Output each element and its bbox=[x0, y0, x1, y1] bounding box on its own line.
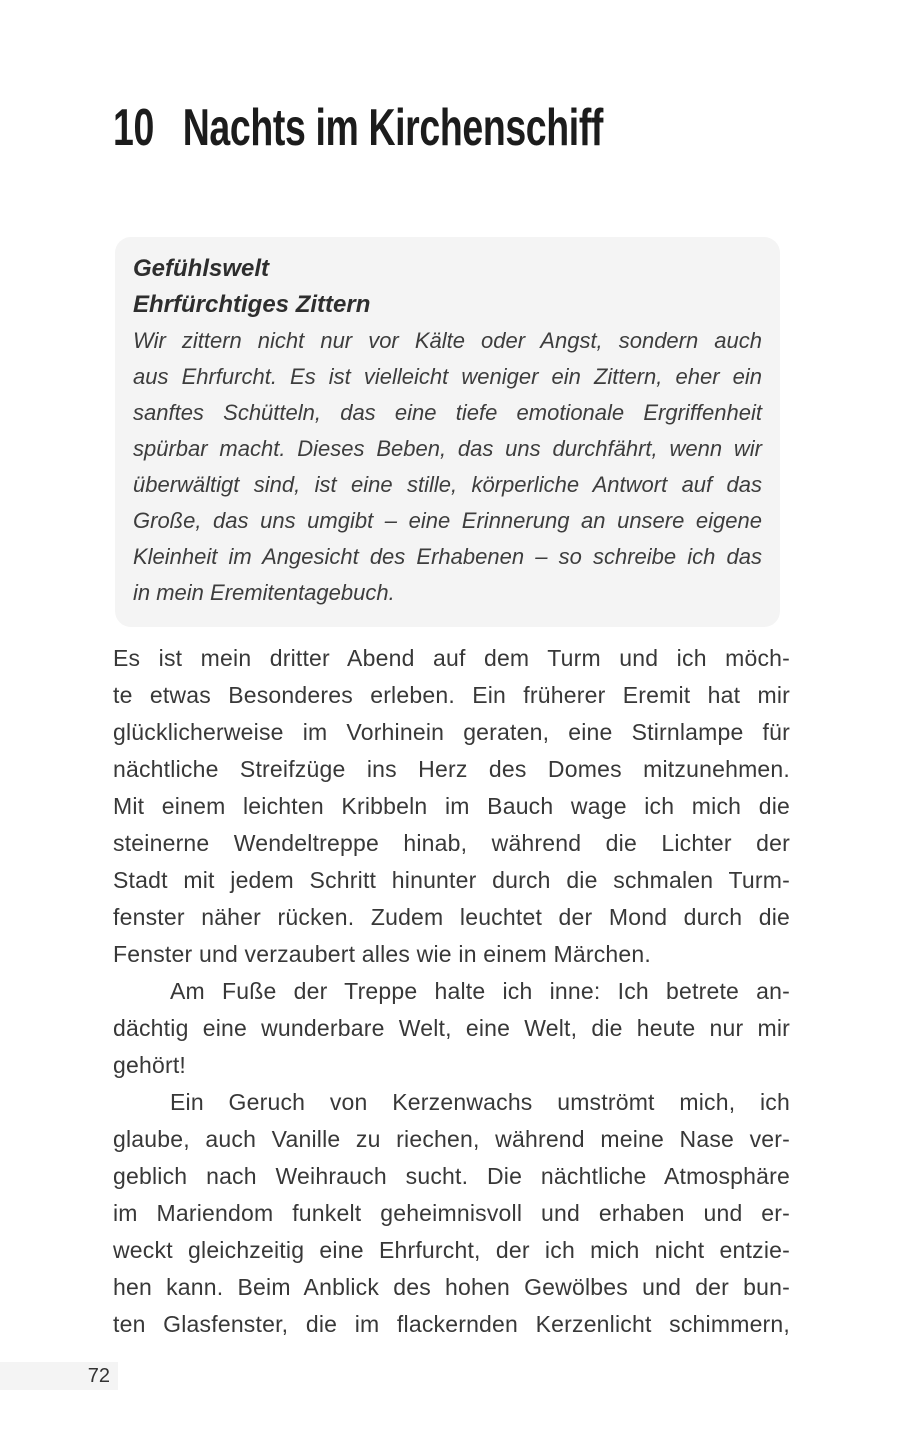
body-text bbox=[113, 640, 790, 1343]
text-line: Gefühlswelt bbox=[133, 255, 270, 282]
text-line: dächtig eine wunderbare Welt, eine Welt, die heute nur mir bbox=[113, 1015, 790, 1041]
text-line: in mein Eremitentagebuch. bbox=[133, 580, 395, 605]
text-line: Ehrfürchtiges Zittern bbox=[133, 291, 371, 318]
text-line: steinerne Wendeltreppe hinab, während die Lichter der bbox=[113, 830, 790, 856]
text-line: geblich nach Weihrauch sucht. Die nächtliche Atmosphäre bbox=[113, 1163, 790, 1189]
text-line: hen kann. Beim Anblick des hohen Gewölbes und der bun- bbox=[113, 1274, 790, 1300]
page-number: 72 bbox=[87, 1364, 110, 1387]
infobox bbox=[115, 237, 780, 627]
text-line: Stadt mit jedem Schritt hinunter durch die schmalen Turm- bbox=[113, 867, 790, 893]
text-line: aus Ehrfurcht. Es ist vielleicht weniger ein Zittern, eher ein bbox=[133, 364, 762, 389]
text-line: fenster näher rücken. Zudem leuchtet der Mond durch die bbox=[113, 904, 790, 930]
text-line: Fenster und verzaubert alles wie in einem Märchen. bbox=[113, 941, 651, 967]
text-line: Kleinheit im Angesicht des Erhabenen – so schreibe ich das bbox=[133, 544, 762, 569]
text-line: gehört! bbox=[113, 1052, 187, 1078]
chapter-heading bbox=[113, 98, 603, 158]
text-line: Wir zittern nicht nur vor Kälte oder Angst, sondern auch bbox=[133, 328, 762, 353]
text-line: Mit einem leichten Kribbeln im Bauch wage ich mich die bbox=[113, 793, 790, 819]
text-line: spürbar macht. Dieses Beben, das uns durchfährt, wenn wir bbox=[133, 436, 762, 461]
infobox-body bbox=[133, 323, 762, 611]
text-line: ten Glasfenster, die im flackernden Kerzenlicht schimmern, bbox=[113, 1311, 790, 1337]
infobox-headings bbox=[133, 251, 762, 323]
text-line: Am Fuße der Treppe halte ich inne: Ich betrete an- bbox=[170, 978, 790, 1004]
text-line: te etwas Besonderes erleben. Ein früherer Eremit hat mir bbox=[113, 682, 790, 708]
page-number-bar bbox=[0, 1362, 118, 1390]
text-line: Große, das uns umgibt – eine Erinnerung an unsere eigene bbox=[133, 508, 762, 533]
text-line: glücklicherweise im Vorhinein geraten, eine Stirnlampe für bbox=[113, 719, 790, 745]
chapter-number: 10 bbox=[113, 99, 154, 157]
text-line: nächtliche Streifzüge ins Herz des Domes mitzunehmen. bbox=[113, 756, 790, 782]
text-line: Es ist mein dritter Abend auf dem Turm und ich möch- bbox=[113, 645, 790, 671]
text-line: Ein Geruch von Kerzenwachs umströmt mich, ich bbox=[170, 1089, 790, 1115]
chapter-title: Nachts im Kirchenschiff bbox=[182, 99, 604, 157]
text-line: weckt gleichzeitig eine Ehrfurcht, der ich mich nicht entzie- bbox=[113, 1237, 790, 1263]
text-line: überwältigt sind, ist eine stille, körperliche Antwort auf das bbox=[133, 472, 762, 497]
text-line: sanftes Schütteln, das eine tiefe emotionale Ergriffenheit bbox=[133, 400, 762, 425]
paragraph-2 bbox=[113, 973, 790, 1084]
text-line: glaube, auch Vanille zu riechen, während meine Nase ver- bbox=[113, 1126, 790, 1152]
paragraph-3 bbox=[113, 1084, 790, 1343]
paragraph-1 bbox=[113, 640, 790, 973]
text-line: im Mariendom funkelt geheimnisvoll und erhaben und er- bbox=[113, 1200, 790, 1226]
